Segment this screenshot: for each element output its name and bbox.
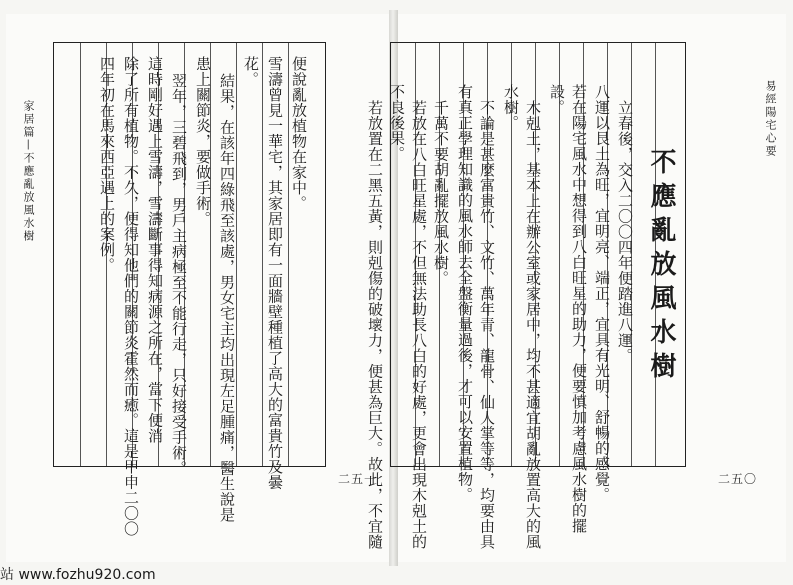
right-column-1: 立春後，交入二〇〇四年便踏進八運。 — [616, 100, 634, 364]
left-column-5: 患上關節炎，要做手術。 — [194, 56, 212, 227]
left-page-number: 二五一 — [338, 472, 378, 486]
left-column-7: 這時剛好遇上雪濤，雪濤斷事得知病源之所在，當下便消 — [146, 56, 164, 444]
left-column-3: 花。 — [242, 56, 260, 87]
left-running-header: 家居篇—不應亂放風水樹 — [22, 100, 35, 243]
left-column-4: 結果，在該年四綠飛至該處，男女宅主均出現左足腫痛，醫生說是 — [218, 73, 236, 523]
right-running-header: 易經陽宅心要 — [764, 80, 777, 158]
right-column-2: 八運以艮土為旺，宜明亮、端正，宜具有光明、舒暢的感覺。 — [593, 84, 611, 503]
left-text-frame — [53, 42, 326, 467]
site-watermark: 站 www.fozhu920.com — [0, 567, 156, 583]
right-column-5: 木剋土，基本上在辦公室或家居中，均不甚適宜胡亂放置高大的風 — [524, 100, 542, 550]
right-column-9: 千萬不要胡亂擺放風水樹。 — [432, 100, 450, 286]
left-column-1: 便說亂放植物在家中。 — [290, 56, 308, 211]
right-column-7: 不論是甚麼富貴竹、文竹、萬年青、龍骨、仙人掌等等，均要由具 — [478, 100, 496, 550]
right-column-8: 有真正學理知識的風水師去全盤衡量過後，才可以安置植物。 — [456, 84, 474, 503]
left-column-8: 除了所有植物。不久，便得知他們的關節炎霍然而癒。這是甲申二〇〇 — [122, 56, 140, 537]
right-column-10: 若放在八白旺星處，不但無法助長八白的好處，更會出現木剋土的 — [410, 100, 428, 550]
chapter-title: 不應亂放風水樹 — [646, 148, 676, 386]
left-column-9: 四年初在馬來西亞遇上的案例。 — [98, 56, 116, 273]
left-column-2: 雪濤曾見一華宅，其家居即有一面牆壁種植了高大的富貴竹及曇 — [266, 56, 284, 490]
right-column-11: 不良後果。 — [388, 84, 406, 162]
right-column-12: 若放置在二黑五黃，則剋傷的破壞力，便甚為巨大。故此，不宜隨 — [366, 100, 384, 550]
left-column-6: 翌年，三碧飛到，男戶主病極至不能行走，只好接受手術。 — [170, 73, 188, 476]
right-column-3: 若在陽宅風水中想得到八白旺星的助力，便要慎加考慮風水樹的擺 — [570, 84, 588, 534]
right-column-6: 水樹。 — [502, 84, 520, 131]
right-column-4: 設。 — [548, 84, 566, 115]
right-page-number: 二五〇 — [718, 472, 758, 486]
